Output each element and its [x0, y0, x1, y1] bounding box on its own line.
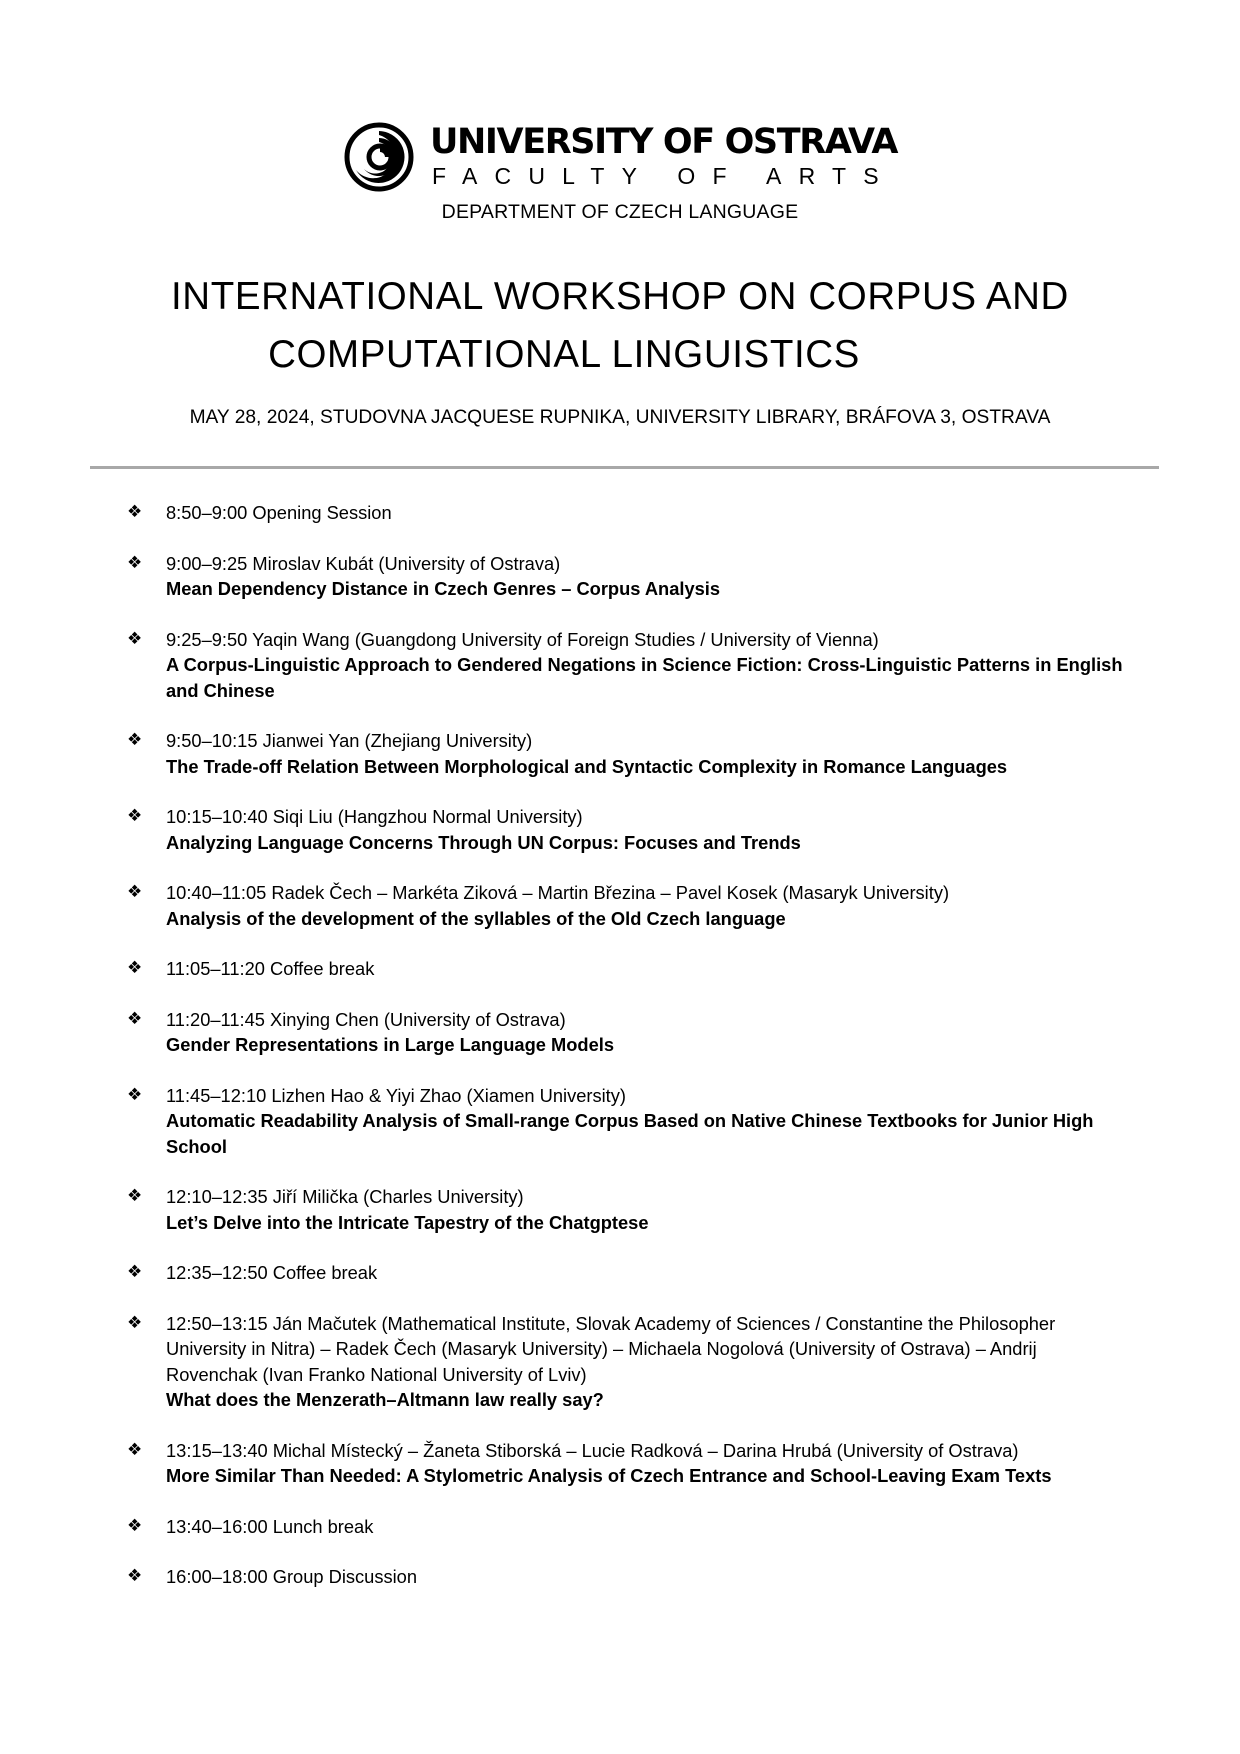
page-title [0, 268, 1240, 384]
time-and-speakers: 11:05–11:20 Coffee break [166, 958, 375, 979]
diamond-bullet-icon: ❖ [127, 1186, 143, 1206]
event-date-venue: MAY 28, 2024, STUDOVNA JACQUESE RUPNIKA, UNIVERSITY LIBRARY, BRÁFOVA 3, OSTRAVA [189, 407, 1051, 428]
diamond-bullet-icon: ❖ [127, 1084, 143, 1105]
faculty-name: FACULTY OF ARTS [432, 163, 896, 189]
diamond-bullet-icon: ❖ [127, 552, 143, 573]
program-item [127, 956, 1127, 982]
time-and-speakers: 12:35–12:50 Coffee break [166, 1262, 378, 1283]
talk-title: What does the Menzerath–Altmann law really say? [166, 1389, 604, 1410]
time-and-speakers: 12:50–13:15 Ján Mačutek (Mathematical Institute, Slovak Academy of Sciences / Constantine the Philosopher University in Nitra) – Radek Čech (Masaryk University) – Michaela Nogolová (University of Ostrava) – Andrij Rovenchak (Ivan Franko National University of Lviv) [166, 1312, 1056, 1385]
talk-title: Let’s Delve into the Intricate Tapestry of the Chatgptese [166, 1211, 649, 1233]
program-item [127, 1007, 1127, 1058]
program-item [127, 1514, 1127, 1540]
program-item [127, 1438, 1127, 1489]
university-logo [344, 122, 898, 200]
program-item [127, 728, 1127, 779]
time-and-speakers: 9:00–9:25 Miroslav Kubát (University of Ostrava) [166, 552, 561, 574]
program-item [127, 804, 1127, 855]
program-item [127, 1184, 1127, 1235]
diamond-bullet-icon: ❖ [127, 1566, 143, 1586]
time-and-speakers: 9:25–9:50 Yaqin Wang (Guangdong University of Foreign Studies / University of Vienna) [166, 628, 879, 650]
diamond-bullet-icon: ❖ [127, 502, 143, 522]
talk-title: Automatic Readability Analysis of Small-range Corpus Based on Native Chinese Textbooks for Junior High School [166, 1110, 1094, 1157]
diamond-bullet-icon: ❖ [127, 1312, 143, 1333]
time-and-speakers: 11:45–12:10 Lizhen Hao & Yiyi Zhao (Xiamen University) [166, 1084, 626, 1106]
program-item [127, 1083, 1127, 1160]
title-line-2: COMPUTATIONAL LINGUISTICS [268, 333, 860, 376]
talk-title: The Trade-off Relation Between Morphological and Syntactic Complexity in Romance Languages [166, 755, 1008, 777]
program-list [127, 500, 1127, 1615]
program-item [127, 1564, 1127, 1590]
diamond-bullet-icon: ❖ [127, 882, 143, 902]
talk-title: Analyzing Language Concerns Through UN Corpus: Focuses and Trends [166, 831, 801, 853]
diamond-bullet-icon: ❖ [127, 1439, 143, 1460]
time-and-speakers: 8:50–9:00 Opening Session [166, 502, 392, 523]
program-item [127, 627, 1127, 704]
talk-title: More Similar Than Needed: A Stylometric Analysis of Czech Entrance and School-Leaving Exam Texts [166, 1465, 1052, 1486]
time-and-speakers: 16:00–18:00 Group Discussion [166, 1566, 418, 1587]
time-and-speakers: 11:20–11:45 Xinying Chen (University of Ostrava) [166, 1008, 566, 1030]
program-item [127, 551, 1127, 602]
program-item [127, 500, 1127, 526]
time-and-speakers: 9:50–10:15 Jianwei Yan (Zhejiang University) [166, 730, 533, 751]
time-and-speakers: 10:15–10:40 Siqi Liu (Hangzhou Normal University) [166, 806, 583, 827]
program-item [127, 880, 1127, 931]
program-item [127, 1260, 1127, 1286]
program-item [127, 1311, 1127, 1413]
department-name: DEPARTMENT OF CZECH LANGUAGE [441, 201, 799, 223]
university-swirl-logo-icon [344, 122, 414, 192]
university-name: UNIVERSITY OF OSTRAVA [430, 122, 898, 162]
talk-title: A Corpus-Linguistic Approach to Gendered Negations in Science Fiction: Cross-Linguistic Patterns in English and Chinese [166, 654, 1123, 701]
talk-title: Mean Dependency Distance in Czech Genres – Corpus Analysis [166, 578, 721, 599]
diamond-bullet-icon: ❖ [127, 730, 143, 750]
title-line-1: INTERNATIONAL WORKSHOP ON CORPUS AND [171, 275, 1069, 318]
diamond-bullet-icon: ❖ [127, 958, 143, 978]
diamond-bullet-icon: ❖ [127, 1008, 143, 1029]
talk-title: Gender Representations in Large Language Models [166, 1034, 614, 1055]
diamond-bullet-icon: ❖ [127, 628, 143, 649]
time-and-speakers: 13:40–16:00 Lunch break [166, 1515, 374, 1537]
time-and-speakers: 10:40–11:05 Radek Čech – Markéta Ziková – Martin Březina – Pavel Kosek (Masaryk University) [166, 882, 950, 903]
diamond-bullet-icon: ❖ [127, 806, 143, 826]
divider [90, 466, 1159, 469]
time-and-speakers: 13:15–13:40 Michal Místecký – Žaneta Stiborská – Lucie Radková – Darina Hrubá (University of Ostrava) [166, 1439, 1019, 1461]
time-and-speakers: 12:10–12:35 Jiří Milička (Charles University) [166, 1186, 524, 1207]
diamond-bullet-icon: ❖ [127, 1262, 143, 1282]
talk-title: Analysis of the development of the syllables of the Old Czech language [166, 907, 786, 929]
diamond-bullet-icon: ❖ [127, 1515, 143, 1536]
